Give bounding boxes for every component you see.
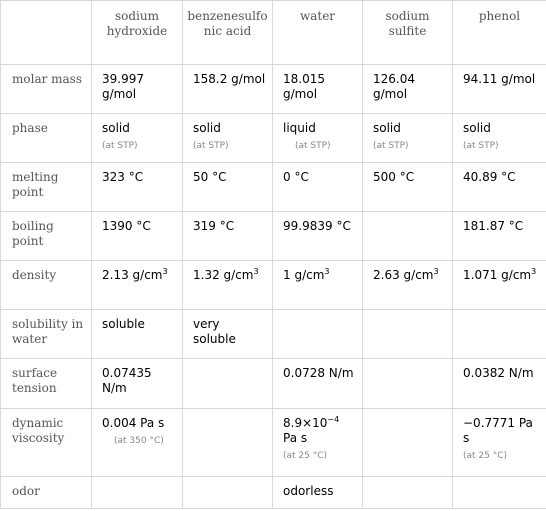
cell-value: [183, 359, 273, 409]
cell-value: [183, 477, 273, 509]
cell-value: [92, 409, 183, 477]
cell-value: [363, 477, 453, 509]
cell-value: [453, 114, 546, 163]
row-label: molar mass: [1, 65, 92, 114]
cell-text: solid: [193, 121, 221, 135]
cell-text: 2.13 g/cm: [102, 268, 163, 282]
row-surface-tension: [1, 359, 546, 409]
cell-exponent: 3: [433, 267, 439, 276]
cell-value: [183, 261, 273, 310]
cell-value: [453, 409, 546, 477]
cell-value: [273, 409, 363, 477]
cell-value: [183, 114, 273, 163]
cell-value: 181.87 °C: [453, 212, 546, 261]
cell-text: 0.004 Pa s: [102, 416, 165, 430]
cell-value: [183, 409, 273, 477]
cell-text: 8.9×10: [283, 416, 328, 430]
row-label: odor: [1, 477, 92, 509]
cell-text: liquid: [283, 121, 316, 135]
cell-value: 158.2 g/mol: [183, 65, 273, 114]
row-density: [1, 261, 546, 310]
cell-value: [453, 477, 546, 509]
cell-exponent: 3: [253, 267, 259, 276]
col-sodium-hydroxide: sodium hydroxide: [92, 1, 183, 65]
cell-text: 1 g/cm: [283, 268, 325, 282]
cell-value: 39.997 g/mol: [92, 65, 183, 114]
cell-note: (at STP): [463, 141, 499, 151]
cell-value: 0.0382 N/m: [453, 359, 546, 409]
cell-value: [363, 310, 453, 359]
row-phase: [1, 114, 546, 163]
cell-text: solid: [373, 121, 401, 135]
row-label: dynamic viscosity: [1, 409, 92, 477]
cell-value: 126.04 g/mol: [363, 65, 453, 114]
cell-value: odorless: [273, 477, 363, 509]
cell-note: (at STP): [373, 141, 409, 151]
cell-value: 323 °C: [92, 163, 183, 212]
cell-value: 50 °C: [183, 163, 273, 212]
cell-value: [363, 261, 453, 310]
cell-value: [363, 359, 453, 409]
row-boiling-point: [1, 212, 546, 261]
row-label: boiling point: [1, 212, 92, 261]
corner-cell: [1, 1, 92, 65]
cell-value: [453, 261, 546, 310]
cell-text: −0.7771 Pa s: [463, 416, 533, 445]
cell-value: [273, 261, 363, 310]
cell-value: 319 °C: [183, 212, 273, 261]
cell-value: 94.11 g/mol: [453, 65, 546, 114]
row-label: surface tension: [1, 359, 92, 409]
cell-value: [92, 477, 183, 509]
cell-value: 99.9839 °C: [273, 212, 363, 261]
cell-exponent: 3: [531, 267, 537, 276]
cell-value: 1390 °C: [92, 212, 183, 261]
cell-value: 0.0728 N/m: [273, 359, 363, 409]
col-sodium-sulfite: sodium sulfite: [363, 1, 453, 65]
row-label: phase: [1, 114, 92, 163]
cell-note: (at 350 °C): [114, 436, 164, 446]
cell-unit: Pa s: [283, 431, 308, 445]
cell-value: [363, 212, 453, 261]
cell-value: [453, 310, 546, 359]
cell-value: [363, 114, 453, 163]
cell-value: [273, 114, 363, 163]
row-odor: [1, 477, 546, 509]
cell-value: 500 °C: [363, 163, 453, 212]
cell-value: [92, 114, 183, 163]
cell-value: 0 °C: [273, 163, 363, 212]
cell-text: 2.63 g/cm: [373, 268, 434, 282]
cell-note: (at 25 °C): [463, 451, 508, 461]
cell-value: [92, 261, 183, 310]
col-water: water: [273, 1, 363, 65]
col-phenol: phenol: [453, 1, 546, 65]
row-label: density: [1, 261, 92, 310]
cell-value: [363, 409, 453, 477]
cell-exponent: 3: [162, 267, 168, 276]
header-row: [1, 1, 546, 65]
cell-text: 1.071 g/cm: [463, 268, 532, 282]
cell-note: (at STP): [193, 141, 229, 151]
cell-text: solid: [102, 121, 130, 135]
cell-exponent: −4: [327, 415, 340, 424]
cell-note: (at STP): [295, 141, 331, 151]
row-label: melting point: [1, 163, 92, 212]
col-benzenesulfonic-acid: benzenesulfonic acid: [183, 1, 273, 65]
row-solubility: [1, 310, 546, 359]
cell-value: [273, 310, 363, 359]
cell-value: 0.07435 N/m: [92, 359, 183, 409]
cell-text: 1.32 g/cm: [193, 268, 254, 282]
row-molar-mass: [1, 65, 546, 114]
cell-note: (at 25 °C): [283, 451, 328, 461]
row-melting-point: [1, 163, 546, 212]
cell-text: solid: [463, 121, 491, 135]
row-label: solubility in water: [1, 310, 92, 359]
cell-value: very soluble: [183, 310, 273, 359]
cell-value: 40.89 °C: [453, 163, 546, 212]
row-dynamic-viscosity: [1, 409, 546, 477]
cell-value: 18.015 g/mol: [273, 65, 363, 114]
cell-value: soluble: [92, 310, 183, 359]
cell-exponent: 3: [324, 267, 330, 276]
cell-note: (at STP): [102, 141, 138, 151]
